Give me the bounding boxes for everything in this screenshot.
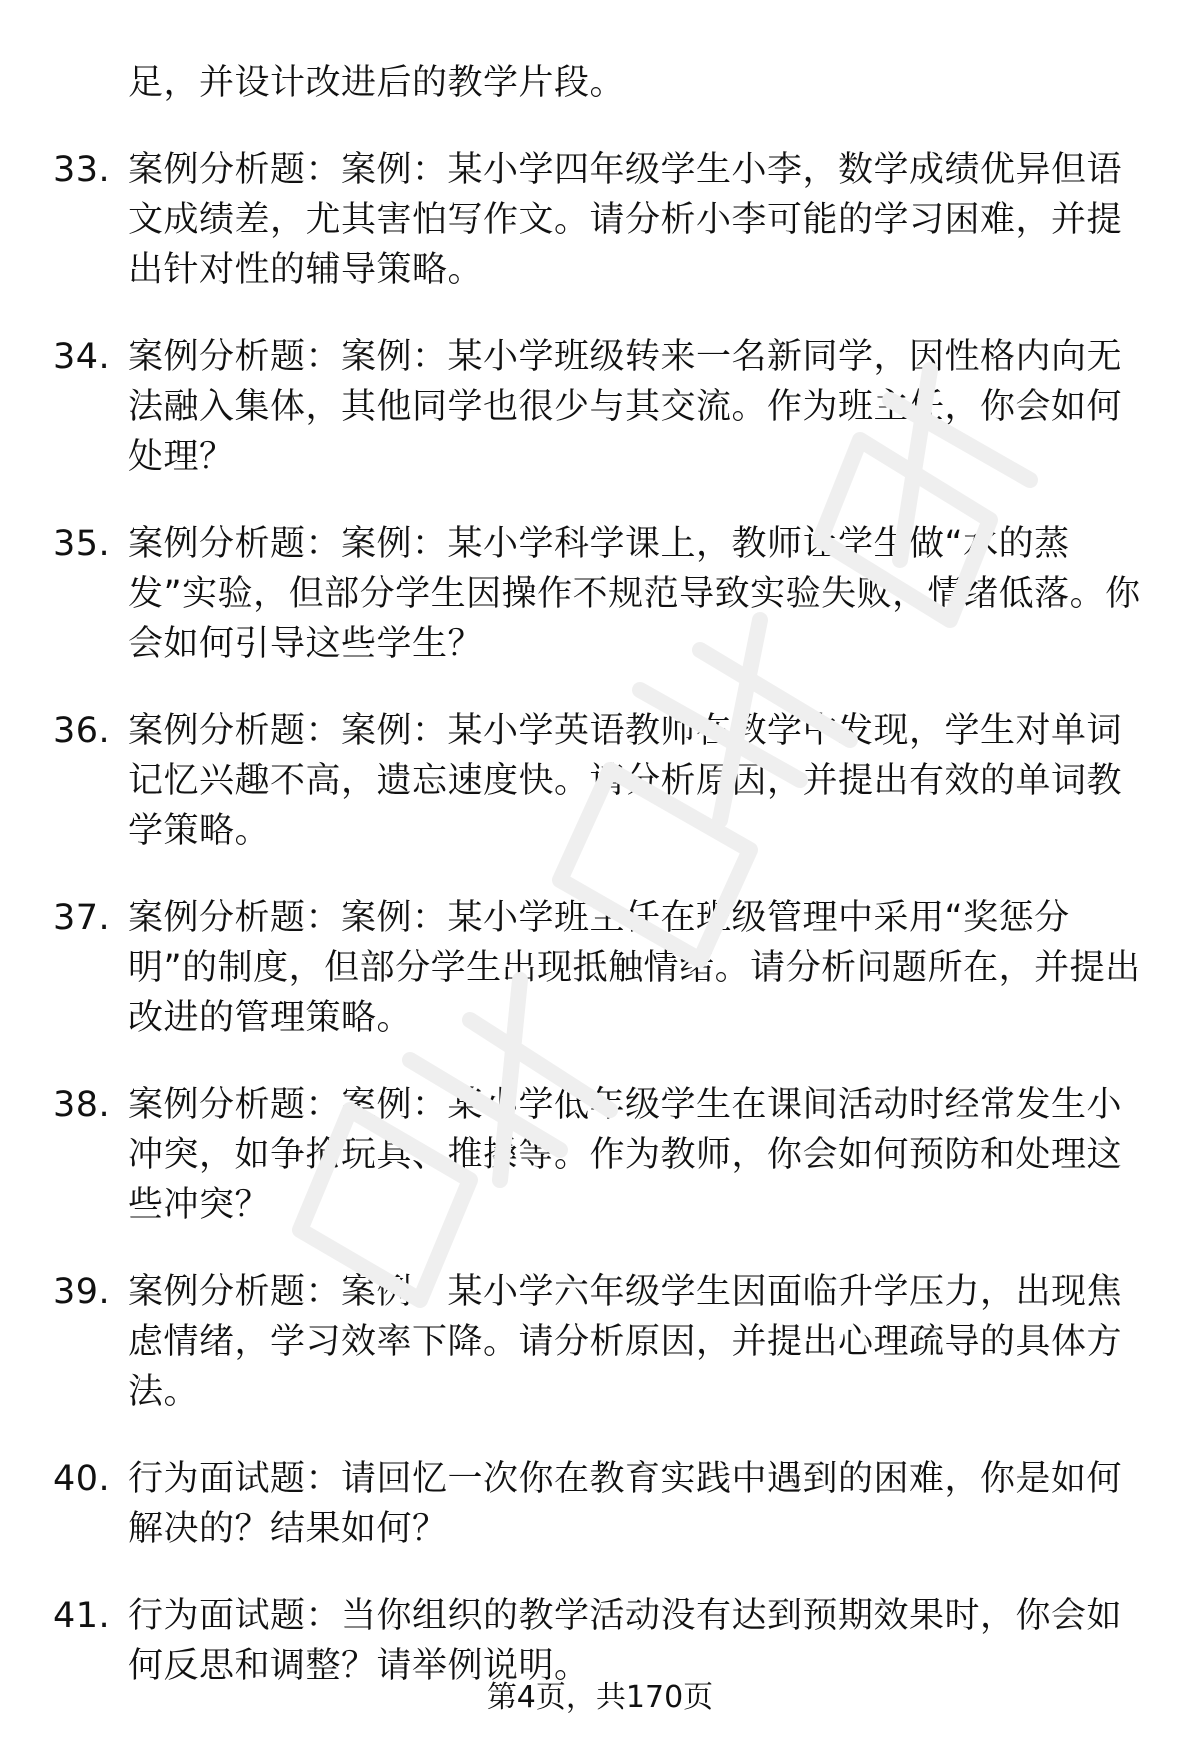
question-number: 40. — [53, 1459, 111, 1499]
question-number: 41. — [53, 1596, 111, 1636]
continued-paragraph: 足，并设计改进后的教学片段。 — [128, 63, 626, 103]
question-number: 34. — [53, 337, 111, 377]
question-item — [0, 1080, 1143, 1230]
question-item — [0, 706, 1143, 856]
question-item — [0, 519, 1143, 669]
question-number: 35. — [53, 524, 111, 564]
question-text: 案例分析题：案例：某小学班主任在班级管理中采用“奖惩分明”的制度，但部分学生出现抵触情绪。请分析问题所在，并提出改进的管理策略。 — [128, 898, 1141, 1038]
question-item — [0, 1591, 1143, 1691]
question-text: 案例分析题：案例：某小学英语教师在教学中发现，学生对单词记忆兴趣不高，遗忘速度快。请分析原因，并提出有效的单词教学策略。 — [128, 711, 1123, 851]
question-text: 案例分析题：案例：某小学科学课上，教师让学生做“水的蒸发”实验，但部分学生因操作不规范导致实验失败，情绪低落。你会如何引导这些学生？ — [128, 524, 1141, 664]
question-number: 37. — [53, 898, 111, 938]
question-item — [0, 1267, 1143, 1417]
question-item — [0, 145, 1143, 295]
question-list — [0, 145, 1200, 1728]
question-number: 33. — [53, 150, 111, 190]
page-footer: 第4页，共170页 — [486, 1680, 714, 1715]
question-item — [0, 893, 1143, 1043]
question-text: 行为面试题：请回忆一次你在教育实践中遇到的困难，你是如何解决的？结果如何？ — [128, 1459, 1123, 1549]
question-item — [0, 332, 1143, 482]
question-number: 36. — [53, 711, 111, 751]
question-text: 行为面试题：当你组织的教学活动没有达到预期效果时，你会如何反思和调整？请举例说明。 — [128, 1596, 1123, 1686]
question-text: 案例分析题：案例：某小学班级转来一名新同学，因性格内向无法融入集体，其他同学也很少与其交流。作为班主任，你会如何处理？ — [128, 337, 1123, 477]
question-text: 案例分析题：案例：某小学四年级学生小李，数学成绩优异但语文成绩差，尤其害怕写作文。请分析小李可能的学习困难，并提出针对性的辅导策略。 — [128, 150, 1123, 290]
question-item — [0, 1454, 1143, 1554]
question-text: 案例分析题：案例：某小学低年级学生在课间活动时经常发生小冲突，如争抢玩具、推搡等。作为教师，你会如何预防和处理这些冲突？ — [128, 1085, 1123, 1225]
question-text: 案例分析题：案例：某小学六年级学生因面临升学压力，出现焦虑情绪，学习效率下降。请分析原因，并提出心理疏导的具体方法。 — [128, 1272, 1123, 1412]
question-number: 38. — [53, 1085, 111, 1125]
question-number: 39. — [53, 1272, 111, 1312]
